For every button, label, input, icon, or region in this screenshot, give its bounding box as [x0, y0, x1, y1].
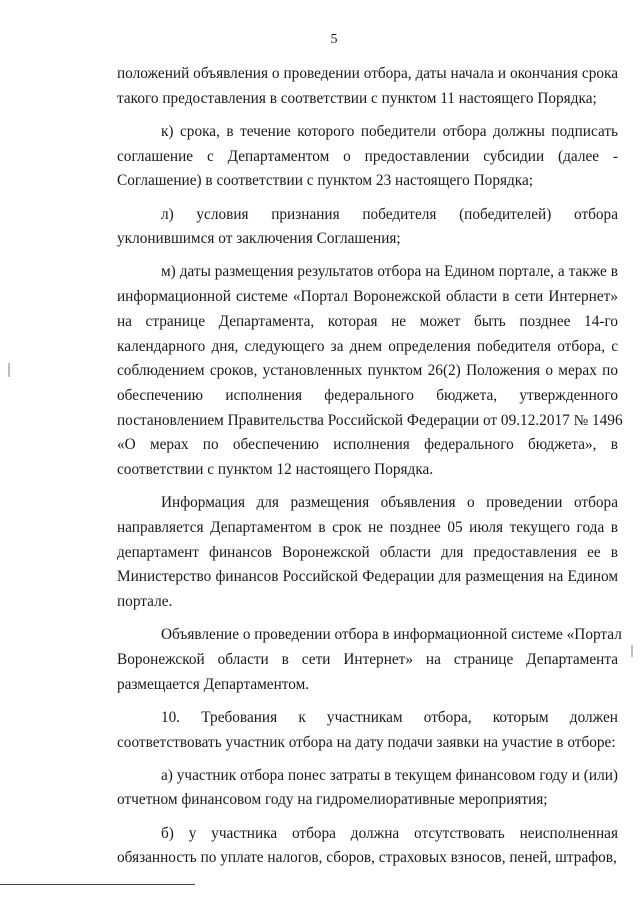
text-line: Воронежской области в сети Интернет» на странице Департамента: [117, 650, 618, 668]
text-line: положений объявления о проведении отбора, даты начала и окончания срока: [117, 65, 618, 82]
paragraph-b: [117, 822, 618, 871]
footer-rule: [0, 884, 195, 885]
paragraph-obyav: [117, 623, 622, 697]
text-line: размещается Департаментом.: [117, 675, 310, 693]
text-line: портале.: [117, 593, 173, 611]
paragraph-a: [117, 764, 618, 813]
text-line: отчетном финансовом году на гидромелиоративные мероприятия;: [117, 791, 548, 809]
page-number: 5: [330, 32, 338, 47]
paragraph-info: [117, 491, 618, 615]
text-line: соответствии с пунктом 12 настоящего Порядка.: [117, 461, 434, 479]
text-line: к) срока, в течение которого победители отбора должны подписать: [161, 122, 618, 140]
text-line: Министерство финансов Российской Федерации для размещения на Едином: [117, 568, 618, 586]
text-line: уклонившимся от заключения Соглашения;: [117, 230, 401, 248]
paragraph-k: [117, 120, 618, 194]
text-line: на странице Департамента, которая не может быть позднее 14-го: [117, 312, 618, 330]
text-line: направляется Департаментом в срок не позднее 05 июля текущего года в: [117, 518, 618, 536]
text-line: Объявление о проведении отбора в информационной системе «Портал: [161, 626, 622, 644]
text-line: обязанность по уплате налогов, сборов, страховых взносов, пеней, штрафов,: [117, 849, 617, 867]
text-line: б) у участника отбора должна отсутствовать неисполненная: [161, 824, 618, 842]
text-line: л) условия признания победителя (победителей) отбора: [161, 205, 618, 223]
text-line: календарного дня, следующего за днем определения победителя отбора, с: [117, 337, 618, 355]
paragraph-cont: [117, 62, 618, 111]
body-text: [117, 62, 623, 880]
text-line: постановлением Правительства Российской Федерации от 09.12.2017 № 1496: [117, 411, 623, 429]
paragraph-l: [117, 203, 618, 252]
text-line: «О мерах по обеспечению исполнения федерального бюджета», в: [117, 436, 618, 454]
paragraph-m: [117, 260, 623, 482]
scan-margin-mark-right: [631, 645, 633, 657]
text-line: а) участник отбора понес затраты в текущем финансовом году и (или): [161, 766, 618, 784]
text-line: Информация для размещения объявления о проведении отбора: [161, 494, 618, 512]
paragraph-10: [117, 706, 618, 755]
text-line: соблюдением сроков, установленных пунктом 26(2) Положения о мерах по: [117, 362, 618, 380]
text-line: соответствовать участник отбора на дату подачи заявки на участие в отборе:: [117, 733, 616, 751]
text-line: 10. Требования к участникам отбора, которым должен: [161, 708, 618, 726]
scan-margin-mark-left: [8, 363, 10, 377]
text-line: обеспечению исполнения федерального бюджета, утвержденного: [117, 386, 618, 404]
text-line: департамент финансов Воронежской области для предоставления ее в: [117, 543, 618, 561]
text-line: м) даты размещения результатов отбора на Едином портале, а также в: [161, 263, 618, 281]
text-line: Соглашение) в соответствии с пунктом 23 настоящего Порядка;: [117, 172, 534, 190]
text-line: соглашение с Департаментом о предоставлении субсидии (далее -: [117, 147, 618, 165]
text-line: информационной системе «Портал Воронежской области в сети Интернет»: [117, 288, 618, 306]
text-line: такого предоставления в соответствии с пунктом 11 настоящего Порядка;: [117, 89, 597, 107]
